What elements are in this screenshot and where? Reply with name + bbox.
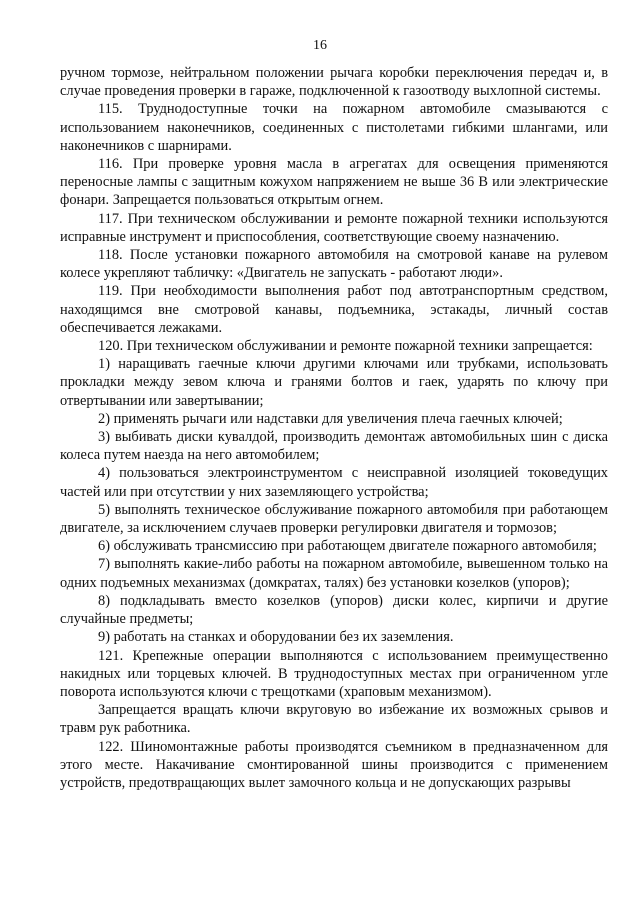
list-item-1: 1) наращивать гаечные ключи другими ключами или трубками, использовать прокладки между зевом ключа и гранями болтов и гаек, ударять по ключу при отвертывании или завертывании; [60,356,608,409]
paragraph-116: 116. При проверке уровня масла в агрегатах для освещения применяются переносные лампы с защитным кожухом напряжением не выше 36 В или электрические фонари. Запрещается пользоваться открытым огнем. [60,156,608,209]
list-item-3: 3) выбивать диски кувалдой, производить демонтаж автомобильных шин с диска колеса путем наезда на него автомобилем; [60,429,608,464]
paragraph-121-note: Запрещается вращать ключи вкруговую во избежание их возможных срывов и травм рук работника. [60,702,608,737]
paragraph-continuation: ручном тормозе, нейтральном положении рычага коробки переключения передач и, в случае проведения проверки в гараже, подключенной к газоотводу выхлопной системы. [60,65,608,100]
list-item-6: 6) обслуживать трансмиссию при работающем двигателе пожарного автомобиля; [98,538,597,555]
paragraph-122: 122. Шиномонтажные работы производятся съемником в предназначенном для этого месте. Накачивание смонтированной шины производится с применением устройств, предотвращающих вылет замочного кольца и не допускающих разрывы [60,738,608,791]
paragraph-118: 118. После установки пожарного автомобиля на смотровой канаве на рулевом колесе укрепляют табличку: «Двигатель не запускать - работают люди». [60,247,608,282]
list-item-2: 2) применять рычаги или надставки для увеличения плеча гаечных ключей; [98,410,563,427]
list-item-4: 4) пользоваться электроинструментом с неисправной изоляцией токоведущих частей или при отсутствии у них заземляющего устройства; [60,465,608,500]
paragraph-119: 119. При необходимости выполнения работ под автотранспортным средством, находящимся вне смотровой канавы, подъемника, эстакады, личный состав обеспечивается лежаками. [60,283,608,336]
list-item-7: 7) выполнять какие-либо работы на пожарном автомобиле, вывешенном только на одних подъемных механизмах (домкратах, талях) без установки козелков (упоров); [60,556,608,591]
paragraph-120: 120. При техническом обслуживании и ремонте пожарной техники запрещается: [98,338,593,355]
paragraph-117: 117. При техническом обслуживании и ремонте пожарной техники используются исправные инструмент и приспособления, соответствующие своему назначению. [60,210,608,245]
paragraph-121: 121. Крепежные операции выполняются с использованием преимущественно накидных или торцевых ключей. В труднодоступных местах при ограниченном угле поворота используются ключи с трещотками (храповым механизмом). [60,647,608,700]
page-number: 16 [313,38,327,53]
list-item-9: 9) работать на станках и оборудовании без их заземления. [98,629,454,646]
list-item-8: 8) подкладывать вместо козелков (упоров) диски колес, кирпичи и другие случайные предметы; [60,592,608,628]
document-body [60,64,608,792]
paragraph-115: 115. Труднодоступные точки на пожарном автомобиле смазываются с использованием наконечников, соединенных с пистолетами гибкими шлангами, или наконечников с шарнирами. [60,101,608,154]
list-item-5: 5) выполнять техническое обслуживание пожарного автомобиля при работающем двигателе, за исключением случаев проверки регулировки двигателя и тормозов; [60,501,608,537]
